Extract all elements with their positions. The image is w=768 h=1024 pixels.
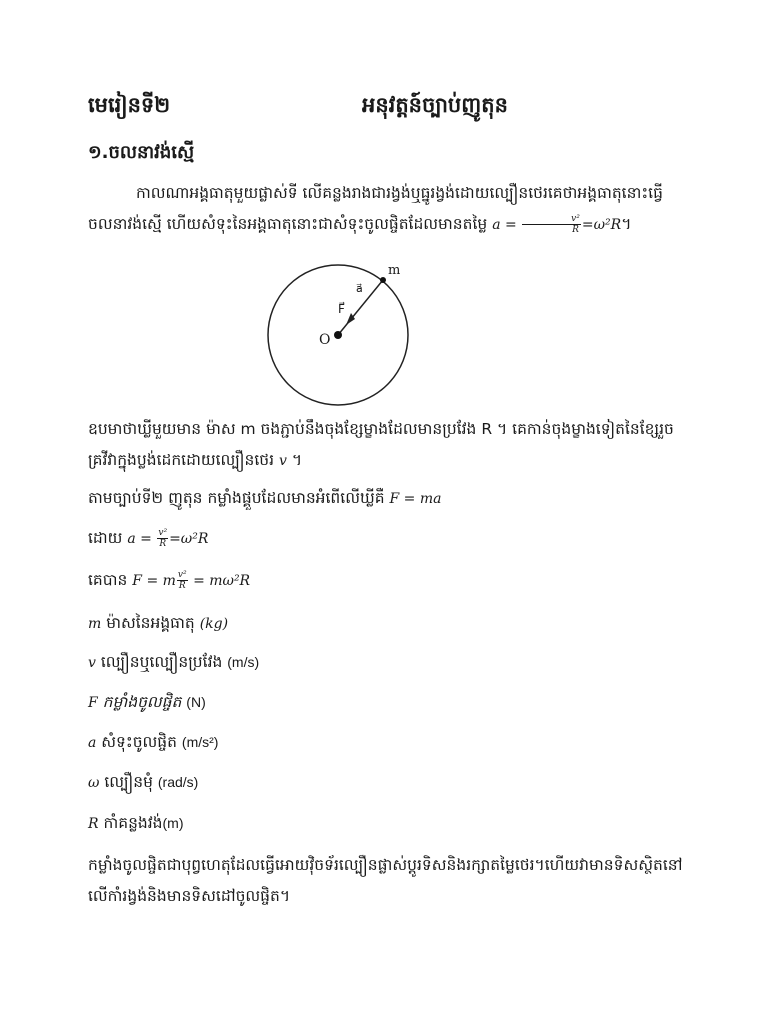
result-fraction <box>177 570 188 591</box>
intro-fraction <box>522 214 581 235</box>
since-frac-num: v² <box>158 528 168 538</box>
conclusion-paragraph: កម្លាំងចូលផ្ចិតជាបុព្វហេតុដែលធ្វើអោយវ៉ិចទ័រល្បឿនផ្លាស់ប្តូរទិសនិងរក្សាតម្លៃថេរ។ហើយវាមានទិសស្ថិតនៅលើកាំរង្វង់និងមានទិសដៅចូលផ្ចិត។ <box>88 856 683 905</box>
example-var: v <box>278 453 287 469</box>
definition-row <box>88 813 184 836</box>
intro-formula-suffix: =ω²R <box>581 217 622 233</box>
result-frac-num: v² <box>177 570 187 580</box>
definition-unit: (m) <box>162 815 184 831</box>
definition-symbol: a <box>88 735 97 751</box>
section-heading: ១.ចលនាវង់ស្មើ <box>88 142 195 163</box>
result-line <box>88 570 250 593</box>
center-point <box>334 331 342 339</box>
definition-symbol: R <box>88 816 99 832</box>
since-fraction <box>157 528 168 549</box>
mass-point <box>380 277 386 283</box>
definition-unit: (m/s) <box>227 654 260 670</box>
example-end-mark: ។ <box>286 451 303 469</box>
since-suffix: =ω²R <box>169 531 209 547</box>
definition-text: ល្បឿនឬល្បឿនប្រវែង <box>95 653 228 671</box>
definition-row <box>88 772 198 795</box>
intro-frac-num: v² <box>522 214 581 225</box>
result-frac-den: R <box>178 581 186 591</box>
figure-label-m: m <box>388 263 401 278</box>
result-suffix: = mω²R <box>188 573 251 589</box>
since-prefix: a = <box>127 531 157 547</box>
definition-row <box>88 732 218 755</box>
intro-formula-prefix: a = <box>492 217 522 233</box>
definition-text: សំទុះចូលផ្ចិត <box>96 733 182 751</box>
definition-symbol: v <box>88 655 96 671</box>
lesson-number: មេរៀនទី២ <box>88 93 171 117</box>
definition-unit: (N) <box>186 694 206 710</box>
intro-end-mark: ។ <box>621 215 632 233</box>
intro-text: កាលណាអង្គធាតុមួយផ្លាស់ទី លើគន្លងរាងជារង្វង់ឬធ្នូរង្វង់ដោយល្បឿនថេរគេថាអង្គធាតុនោះធ្វើចលនាវង់ស្មើ ហើយសំទុះនៃអង្គធាតុនោះជាសំទុះចូលផ្ចិតដែលមានតម្លៃ <box>88 184 663 233</box>
figure-label-o: O <box>319 332 331 348</box>
definition-unit: (rad/s) <box>157 774 199 790</box>
newton-law-formula: F = ma <box>389 491 442 507</box>
definition-unit: (kg) <box>199 616 229 632</box>
definition-symbol: ω <box>88 775 100 791</box>
example-paragraph <box>88 414 688 477</box>
since-label: ដោយ <box>88 529 128 547</box>
figure-label-f: F⃗ <box>338 302 345 316</box>
result-label: គេបាន <box>88 571 133 589</box>
definition-symbol: F <box>88 695 98 711</box>
lesson-title: អនុវត្តន៍ច្បាប់ញូតុន <box>362 93 508 117</box>
definition-text: ល្បឿនមុំ <box>99 773 158 791</box>
definition-text: កាំគន្លងវង់ <box>98 814 163 832</box>
definition-row <box>88 613 228 636</box>
intro-paragraph <box>88 178 688 241</box>
intro-frac-den: R <box>572 225 579 235</box>
since-line <box>88 528 208 551</box>
newton-law-line <box>88 488 441 511</box>
circle-diagram <box>255 258 425 416</box>
definition-symbol: m <box>88 616 102 632</box>
figure-label-a: a⃗ <box>356 282 363 295</box>
result-prefix: F = m <box>132 573 176 589</box>
circular-motion-figure <box>255 258 425 416</box>
example-text: ឧបមាថាឃ្លីមួយមាន ម៉ាស m ចងភ្ជាប់នឹងចុងខ្សែម្ខាងដែលមានប្រវែង R ។ គេកាន់ចុងម្ខាងទៀតនៃខ្សែរួចគ្រវីវាក្នុងប្លង់ដេកដោយល្បឿនថេរ <box>88 420 674 469</box>
newton-law-text: តាមច្បាប់ទី២ ញូតុន កម្លាំងផ្គួបដែលមានអំពើលើឃ្លីគឺ <box>88 489 390 507</box>
definition-row <box>88 692 206 715</box>
since-frac-den: R <box>159 539 167 549</box>
definition-text: កម្លាំងចូលផ្ចិត <box>97 693 187 711</box>
definition-text: ម៉ាសនៃអង្គធាតុ <box>101 614 200 632</box>
definition-row <box>88 652 259 675</box>
definition-unit: (m/s²) <box>181 734 219 750</box>
